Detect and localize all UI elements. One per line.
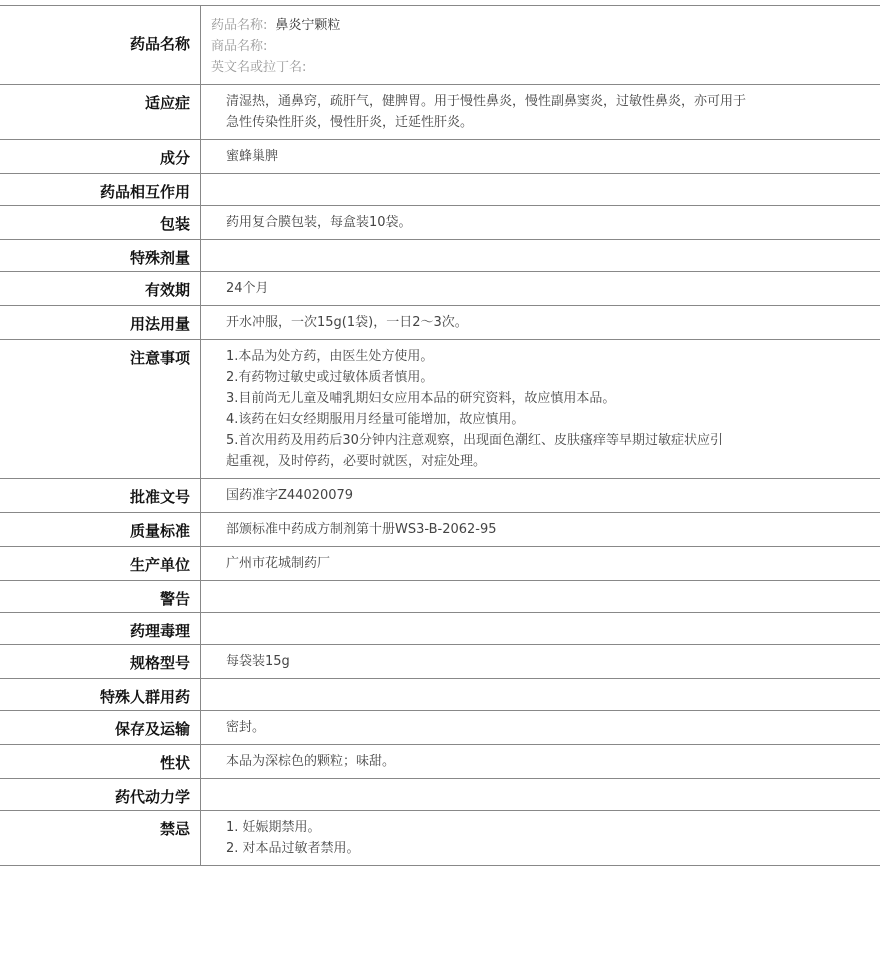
value-ingredients: 蜜蜂巢脾 xyxy=(201,140,880,174)
precaution-line: 起重视，及时停药，必要时就医，对症处理。 xyxy=(226,451,870,472)
label-appearance: 性状 xyxy=(0,745,201,779)
row-manufacturer xyxy=(0,547,880,581)
trade-name-key: 商品名称: xyxy=(211,39,267,54)
value-approval: 国药准字Z44020079 xyxy=(201,479,880,513)
value-indications xyxy=(201,85,880,140)
drug-spec-table xyxy=(0,5,880,866)
row-ingredients xyxy=(0,140,880,174)
value-storage: 密封。 xyxy=(201,711,880,745)
value-drug-names xyxy=(201,6,880,85)
row-special-groups xyxy=(0,679,880,711)
indications-line: 急性传染性肝炎，慢性肝炎，迁延性肝炎。 xyxy=(226,112,870,133)
row-spec xyxy=(0,645,880,679)
value-warning xyxy=(201,581,880,613)
label-approval: 批准文号 xyxy=(0,479,201,513)
label-special-groups: 特殊人群用药 xyxy=(0,679,201,711)
contraindication-line: 2. 对本品过敏者禁用。 xyxy=(226,838,870,859)
row-interactions xyxy=(0,174,880,206)
label-expiry: 有效期 xyxy=(0,272,201,306)
label-special-dosage: 特殊剂量 xyxy=(0,240,201,272)
label-manufacturer: 生产单位 xyxy=(0,547,201,581)
label-pharmacology: 药理毒理 xyxy=(0,613,201,645)
row-contraindications xyxy=(0,811,880,866)
contraindication-line: 1. 妊娠期禁用。 xyxy=(226,817,870,838)
row-pharmacokinetics xyxy=(0,779,880,811)
label-indications: 适应症 xyxy=(0,85,201,140)
english-name-key: 英文名或拉丁名: xyxy=(211,60,306,75)
row-appearance xyxy=(0,745,880,779)
label-spec: 规格型号 xyxy=(0,645,201,679)
label-package: 包装 xyxy=(0,206,201,240)
value-interactions xyxy=(201,174,880,206)
value-package: 药用复合膜包装，每盒装10袋。 xyxy=(201,206,880,240)
label-drug-name: 药品名称 xyxy=(0,6,201,85)
precaution-line: 3.目前尚无儿童及哺乳期妇女应用本品的研究资料，故应慎用本品。 xyxy=(226,388,870,409)
label-usage: 用法用量 xyxy=(0,306,201,340)
indications-line: 清湿热，通鼻窍，疏肝气，健脾胃。用于慢性鼻炎，慢性副鼻窦炎，过敏性鼻炎，亦可用于 xyxy=(226,91,870,112)
value-special-dosage xyxy=(201,240,880,272)
row-pharmacology xyxy=(0,613,880,645)
value-contraindications xyxy=(201,811,880,866)
value-pharmacology xyxy=(201,613,880,645)
precaution-line: 4.该药在妇女经期服用月经量可能增加，故应慎用。 xyxy=(226,409,870,430)
row-package xyxy=(0,206,880,240)
value-precautions xyxy=(201,340,880,479)
row-expiry xyxy=(0,272,880,306)
value-spec: 每袋装15g xyxy=(201,645,880,679)
precaution-line: 5.首次用药及用药后30分钟内注意观察，出现面色潮红、皮肤瘙痒等早期过敏症状应引 xyxy=(226,430,870,451)
trade-name-row xyxy=(211,36,870,57)
label-contraindications: 禁忌 xyxy=(0,811,201,866)
label-standard: 质量标准 xyxy=(0,513,201,547)
value-manufacturer: 广州市花城制药厂 xyxy=(201,547,880,581)
row-warning xyxy=(0,581,880,613)
value-usage: 开水冲服，一次15g(1袋)，一日2～3次。 xyxy=(201,306,880,340)
row-usage xyxy=(0,306,880,340)
row-indications xyxy=(0,85,880,140)
label-pharmacokinetics: 药代动力学 xyxy=(0,779,201,811)
label-storage: 保存及运输 xyxy=(0,711,201,745)
value-special-groups xyxy=(201,679,880,711)
row-approval xyxy=(0,479,880,513)
label-warning: 警告 xyxy=(0,581,201,613)
label-interactions: 药品相互作用 xyxy=(0,174,201,206)
value-standard: 部颁标准中药成方制剂第十册WS3-B-2062-95 xyxy=(201,513,880,547)
label-ingredients: 成分 xyxy=(0,140,201,174)
value-expiry: 24个月 xyxy=(201,272,880,306)
row-precautions xyxy=(0,340,880,479)
row-standard xyxy=(0,513,880,547)
english-name-row xyxy=(211,57,870,78)
label-precautions: 注意事项 xyxy=(0,340,201,479)
generic-name-key: 药品名称: xyxy=(211,18,267,33)
generic-name-value: 鼻炎宁颗粒 xyxy=(275,18,340,33)
row-drug-names xyxy=(0,6,880,85)
value-appearance: 本品为深棕色的颗粒；味甜。 xyxy=(201,745,880,779)
precaution-line: 2.有药物过敏史或过敏体质者慎用。 xyxy=(226,367,870,388)
generic-name-row xyxy=(211,15,870,36)
row-storage xyxy=(0,711,880,745)
value-pharmacokinetics xyxy=(201,779,880,811)
row-special-dosage xyxy=(0,240,880,272)
precaution-line: 1.本品为处方药，由医生处方使用。 xyxy=(226,346,870,367)
